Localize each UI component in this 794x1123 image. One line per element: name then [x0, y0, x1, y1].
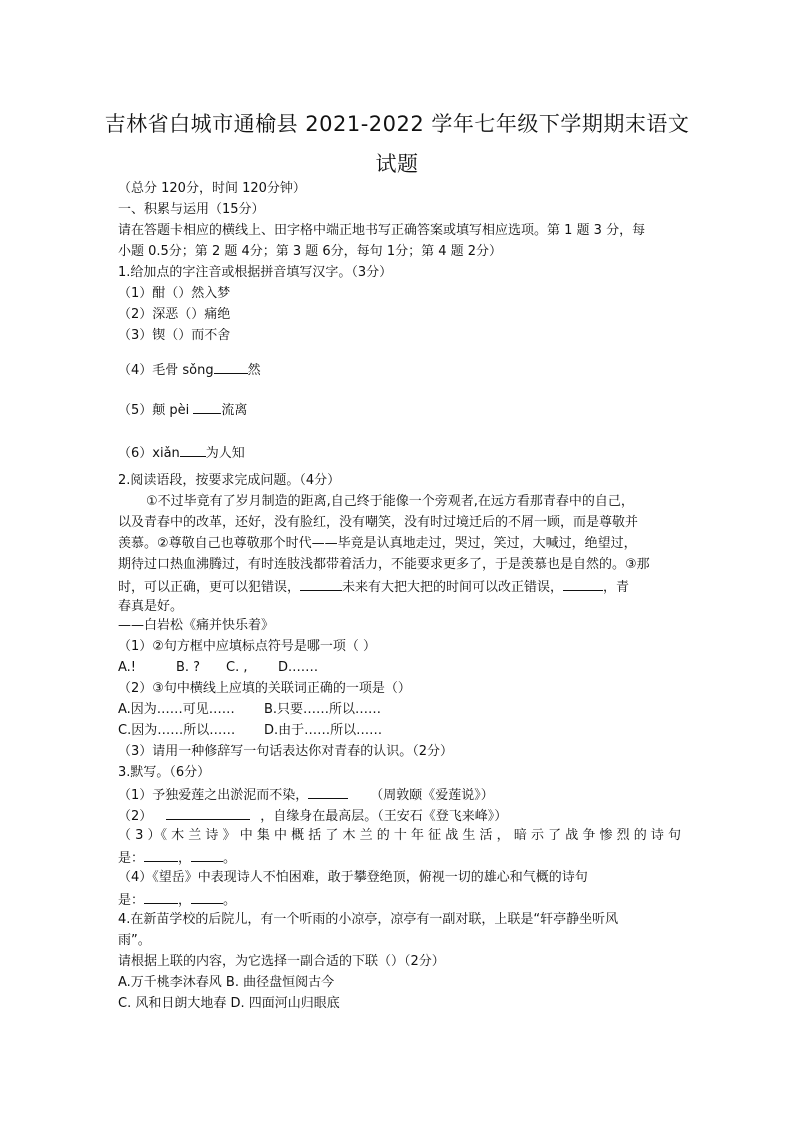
q3-sub3-line-2	[118, 849, 236, 867]
exam-meta: （总分 120分，时间 120分钟）	[118, 181, 306, 196]
answer-blank	[300, 578, 342, 591]
q2-passage-line-5-c: ，青	[603, 580, 630, 595]
q2-passage-line-5-b: 未来有大把大把的时间可以改正错误，	[342, 580, 564, 595]
q1-item-6	[118, 444, 245, 462]
doc-title-line1: 吉林省白城市通榆县 2021-2022 学年七年级下学期期末语文	[104, 112, 690, 136]
q1-item-5-suffix: 流离	[221, 403, 248, 418]
answer-blank	[214, 361, 248, 374]
q4-stem-line-2: 雨”。	[118, 933, 151, 948]
q3-sub3-period: 。	[223, 851, 237, 866]
q2-subq2-options-cd	[118, 723, 382, 739]
section1-instructions-2: 小题 0.5分；第 2 题 4分；第 3 题 6分，每句 1分；第 4 题 2分）	[118, 244, 503, 259]
q1-item-4-suffix: 然	[247, 363, 261, 378]
section1-heading: 一、积累与运用（15分）	[118, 202, 265, 217]
q2-passage-line-4: 期待过口热血沸腾过，有时连肢浅都带着活力，不能要求更多了，于是羡慕也是自然的。③那	[118, 557, 650, 572]
q3-sub1-source: （周敦颐《爱莲说》）	[370, 788, 494, 803]
answer-blank	[144, 891, 178, 904]
q2-passage-line-1: ①不过毕竟有了岁月制造的距离,自己终于能像一个旁观者,在远方看那青春中的自己，	[146, 494, 634, 509]
q2-passage-line-5-a: 时，可以正确，更可以犯错误，	[118, 580, 301, 595]
q2-stem: 2.阅读语段，按要求完成问题。（4分）	[118, 473, 341, 488]
q3-sub2-text: ，自缘身在最高层。（王安石《登飞来峰》）	[260, 809, 508, 824]
q3-sub1-text: （1）予独爱莲之出淤泥而不染，	[118, 788, 309, 803]
q2-subq2: （2）③句中横线上应填的关联词正确的一项是（）	[118, 681, 411, 696]
option-c: C. ,	[226, 660, 248, 675]
option-c: C.因为……所以……	[118, 723, 236, 738]
q2-subq1-options	[118, 660, 318, 676]
q2-passage-line-5	[118, 578, 629, 596]
q1-item-5-prefix: （5）颠 pèi	[118, 403, 194, 418]
answer-blank	[563, 578, 603, 591]
q3-sub4-comma: ，	[178, 893, 192, 908]
q3-sub2-prefix: （2）	[118, 809, 153, 824]
option-a: A.!	[118, 660, 137, 675]
q4-ask: 请根据上联的内容，为它选择一副合适的下联（）（2分）	[118, 954, 445, 969]
option-b: B. ?	[176, 660, 201, 675]
answer-blank	[193, 401, 221, 414]
q1-stem: 1.给加点的字注音或根据拼音填写汉字。（3分）	[118, 265, 393, 280]
q2-subq1: （1）②句方框中应填标点符号是哪一项（ ）	[118, 639, 377, 654]
section1-instructions-1: 请在答题卡相应的横线上、田字格中端正地书写正确答案或填写相应选项。第 1 题 3 分，每	[118, 223, 646, 238]
answer-blank	[191, 891, 223, 904]
q2-passage-line-2: 以及青春中的改革，还好，没有脸红，没有嘲笑，没有时过境迁后的不屑一顾，而是尊敬并	[118, 515, 639, 530]
q1-item-5	[118, 401, 247, 419]
q1-item-6-suffix: 为人知	[205, 446, 245, 461]
answer-blank	[191, 849, 223, 862]
q4-options-ab: A.万千桃李沐春风 B. 曲径盘恒阅古今	[118, 975, 335, 990]
q3-sub3-comma: ，	[178, 851, 192, 866]
q1-item-1: （1）酣（）然入梦	[118, 286, 231, 301]
q3-sub3-lead: 是：	[118, 851, 145, 866]
answer-blank	[180, 444, 206, 457]
q3-sub4-lead: 是：	[118, 893, 145, 908]
q3-stem: 3.默写。（6分）	[118, 765, 211, 780]
q3-sub2	[118, 807, 507, 825]
answer-blank	[166, 807, 250, 820]
q2-passage-line-3: 羡慕。②尊敬自己也尊敬那个时代——毕竟是认真地走过，哭过，笑过，大喊过，绝望过，	[118, 536, 637, 551]
q1-item-2: （2）深恶（）痛绝	[118, 307, 231, 322]
q4-options-cd: C. 风和日朗大地春 D. 四面河山归眼底	[118, 996, 340, 1011]
q3-sub4-period: 。	[223, 893, 237, 908]
option-d: D.由于……所以……	[264, 723, 383, 738]
q2-subq2-options-ab	[118, 702, 381, 718]
answer-blank	[144, 849, 178, 862]
q1-item-3: （3）锲（）而不舍	[118, 328, 231, 343]
q1-item-6-prefix: （6）xiǎn	[118, 446, 180, 461]
option-d: D.……	[278, 660, 319, 675]
option-a: A.因为……可见……	[118, 702, 235, 717]
q2-passage-line-6: 春真是好。	[118, 599, 184, 614]
q4-stem-line-1: 4.在新苗学校的后院儿，有一个听雨的小凉亭，凉亭有一副对联，上联是“轩亭静坐听风	[118, 912, 619, 927]
q3-sub4-line-1: （4）《望岳》中表现诗人不怕困难，敢于攀登绝顶，俯视一切的雄心和气概的诗句	[118, 870, 588, 885]
q3-sub4-line-2	[118, 891, 236, 909]
q1-item-4-prefix: （4）毛骨 sǒng	[118, 363, 214, 378]
doc-title-line2: 试题	[375, 152, 419, 176]
q1-item-4	[118, 361, 261, 379]
q2-passage-source: ——白岩松《痛并快乐着》	[118, 618, 275, 633]
option-b: B.只要……所以……	[264, 702, 382, 717]
answer-blank	[308, 786, 348, 799]
q2-subq3: （3）请用一种修辞写一句话表达你对青春的认识。（2分）	[118, 744, 454, 759]
q3-sub3-line-1: （ 3 ）《 木 兰 诗 》 中 集 中 概 括 了 木 兰 的 十 年 征 战 生 活 ， 暗 示 了 战 争 惨 烈 的 诗 句	[118, 828, 682, 843]
q3-sub1	[118, 786, 494, 804]
